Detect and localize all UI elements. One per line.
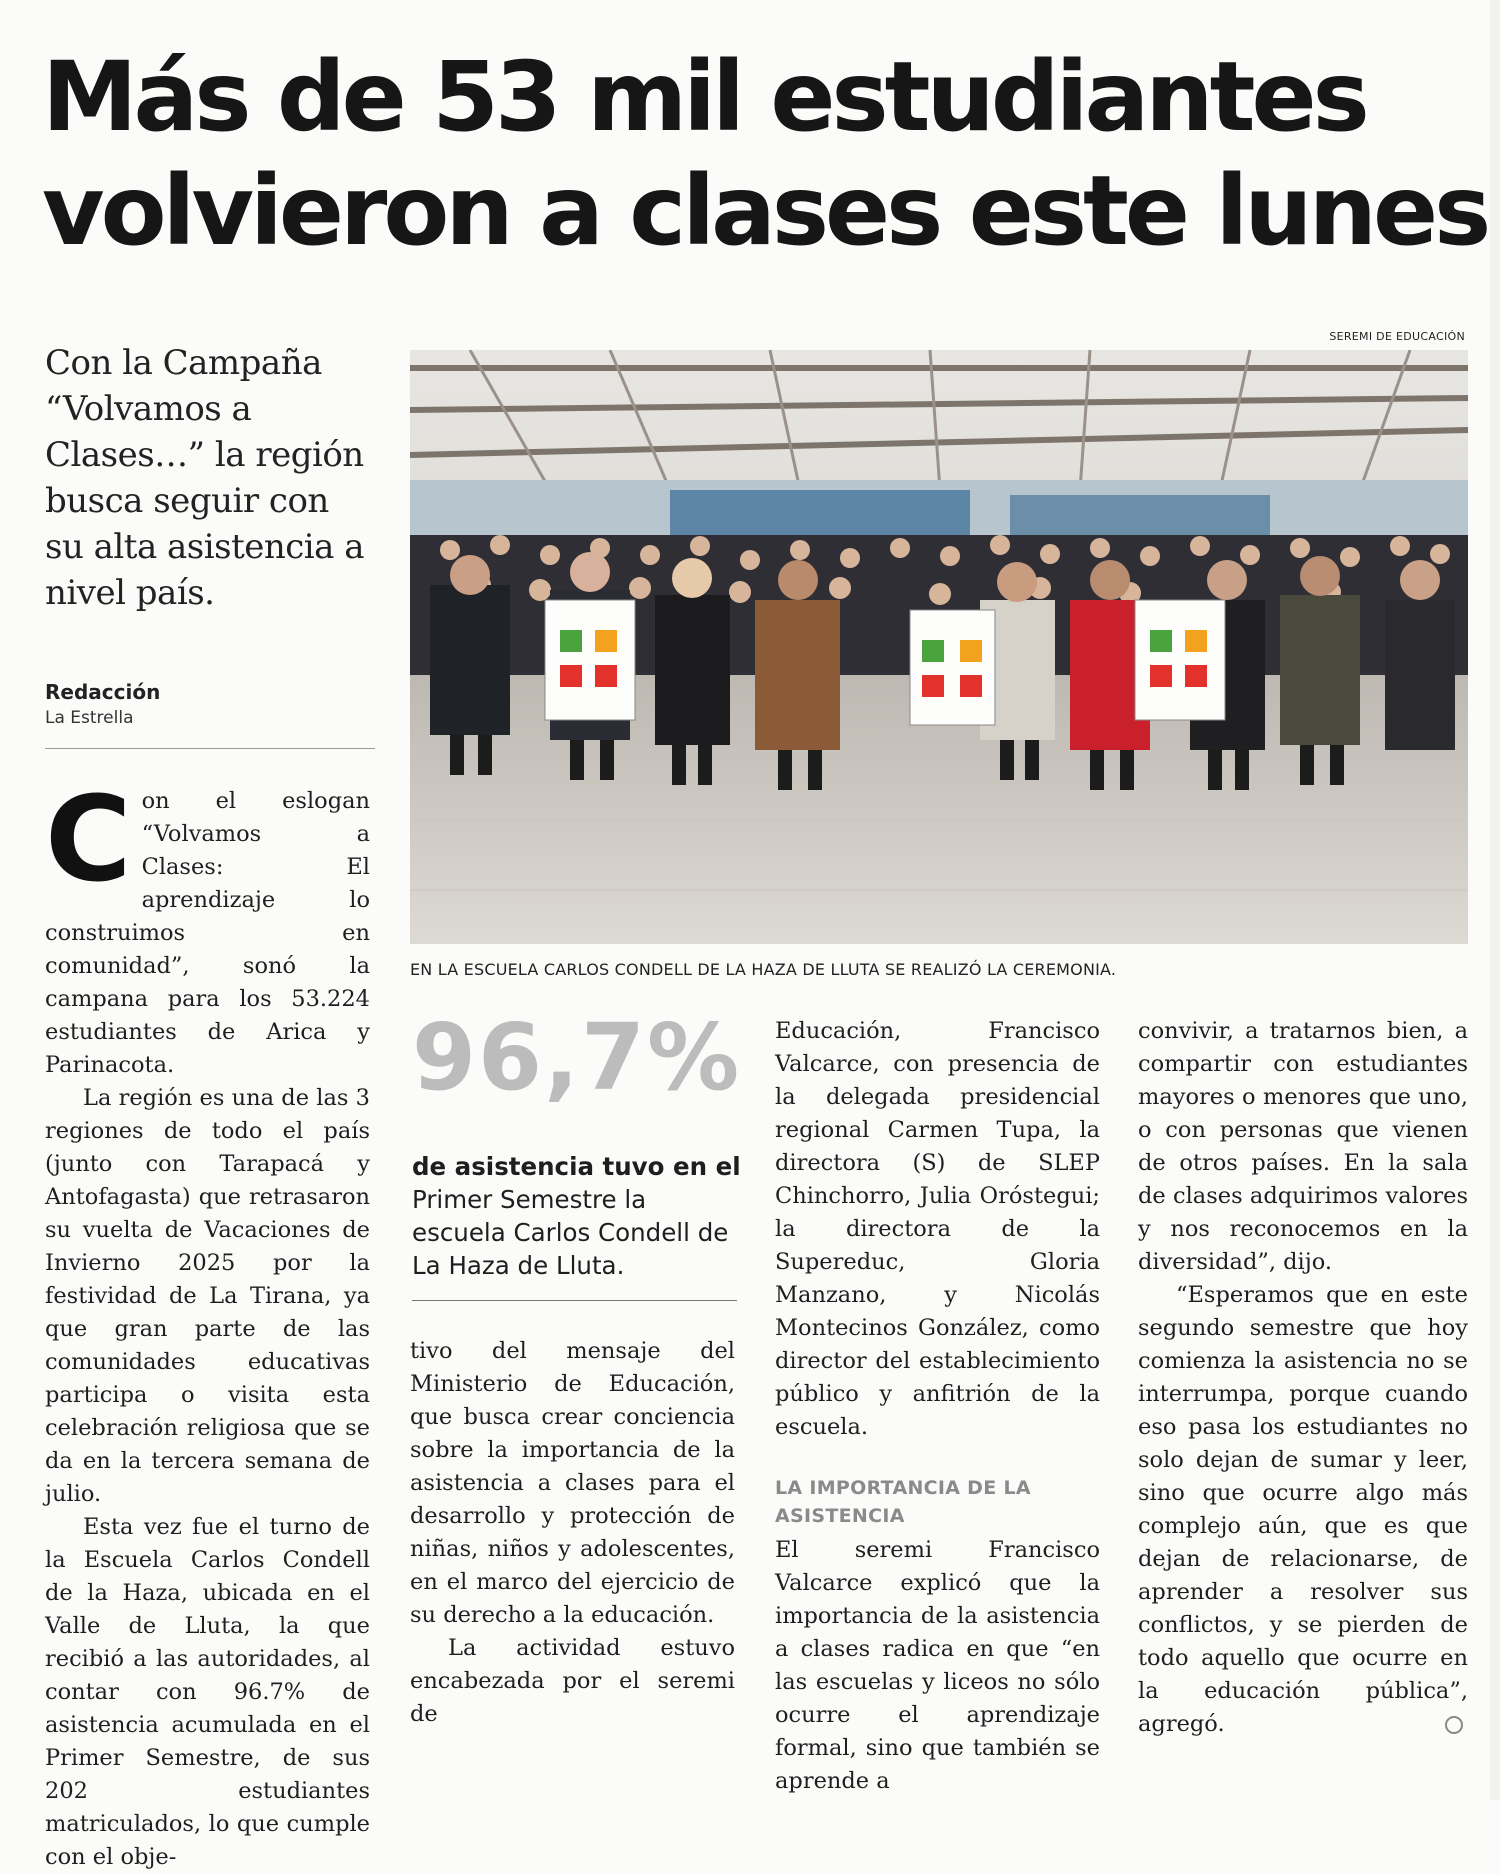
- body-column-1: [45, 770, 370, 1874]
- article-photo: [410, 350, 1468, 944]
- stat-description: [412, 1150, 742, 1282]
- paragraph-9: “Esperamos que en este segundo semestre que hoy comienza la asistencia no se interrumpa, porque cuando eso pasa los estudiantes no solo dejan de sumar y leer, sino que ocurre algo más complejo aún, que es que dejan de relacionarse, de aprender a resolver sus conflictos, y se pierden de todo aquello que ocurre en la educación pública”, agregó.: [1138, 1282, 1468, 1737]
- stat-description-rest: Primer Semestre la escuela Carlos Condell de La Haza de Lluta.: [412, 1185, 729, 1280]
- paragraph-4: tivo del mensaje del Ministerio de Educación, que busca crear conciencia sobre la importancia de la asistencia a clases para el desarrollo y protección de niñas, niños y adolescentes, en el marco del ejercicio de su derecho a la educación.: [410, 1338, 735, 1628]
- byline-author: Redacción: [45, 680, 161, 704]
- page-gutter: [1490, 0, 1500, 1800]
- paragraph-7: El seremi Francisco Valcarce explicó que la importancia de la asistencia a clases radica en que “en las escuelas y liceos no sólo ocurre el aprendizaje formal, sino que también se aprende a: [775, 1537, 1100, 1794]
- paragraph-6: Educación, Francisco Valcarce, con presencia de la delegada presidencial regional Carmen Tupa, la directora (S) de SLEP Chinchorro, Julia Oróstegui; la directora de la Supereduc, Gloria Manzano, y Nicolás Montecinos González, como director del establecimiento público y anfitrión de la escuela.: [775, 1018, 1100, 1440]
- body-column-2: [410, 1335, 735, 1731]
- photo-caption: EN LA ESCUELA CARLOS CONDELL DE LA HAZA DE LLUTA SE REALIZÓ LA CEREMONIA.: [410, 960, 1117, 979]
- body-column-4: [1138, 1015, 1468, 1741]
- headline-line-2: volvieron a clases este lunes: [42, 155, 1488, 267]
- paragraph-8: convivir, a tratarnos bien, a compartir con estudiantes mayores o menores que uno, o con personas que vienen de otros países. En la sala de clases adquirimos valores y nos reconocemos en la diversidad”, dijo.: [1138, 1018, 1468, 1275]
- photo-credit: SEREMI DE EDUCACIÓN: [1329, 330, 1465, 343]
- drop-cap: C: [45, 770, 132, 908]
- headline-line-1: Más de 53 mil estudiantes: [42, 41, 1366, 153]
- headline: [42, 40, 1488, 268]
- paragraph-5: La actividad estuvo encabezada por el seremi de: [410, 1635, 735, 1727]
- paragraph-2: La región es una de las 3 regiones de todo el país (junto con Tarapacá y Antofagasta) que retrasaron su vuelta de Vacaciones de Invierno 2025 por la festividad de La Tirana, ya que gran parte de las comunidades educativas participa o visita esta celebración religiosa que se da en la tercera semana de julio.: [45, 1085, 370, 1507]
- deck: Con la Campaña “Volvamos a Clases…” la región busca seguir con su alta asistencia a nivel país.: [45, 343, 365, 613]
- section-subhead: LA IMPORTANCIA DE LA ASISTENCIA: [775, 1477, 1031, 1527]
- stat-description-lead: de asistencia tuvo en el: [412, 1152, 741, 1181]
- stat-divider: [412, 1300, 737, 1301]
- divider: [45, 748, 375, 749]
- paragraph-3: Esta vez fue el turno de la Escuela Carlos Condell de la Haza, ubicada en el Valle de Lluta, la que recibió a las autoridades, al contar con 96.7% de asistencia acumulada en el Primer Semestre, de sus 202 estudiantes matriculados, lo que cumple con el obje-: [45, 1514, 370, 1870]
- body-column-3: [775, 1015, 1100, 1798]
- photo-illustration: [410, 350, 1468, 944]
- paragraph-1: [45, 770, 370, 1082]
- byline-publication: La Estrella: [45, 708, 134, 728]
- paragraph-1-text: on el eslogan “Volvamos a Clases: El aprendizaje lo construimos en comunidad”, sonó la campana para los 53.224 estudiantes de Arica y Parinacota.: [45, 788, 370, 1078]
- end-mark-icon: [1445, 1716, 1463, 1734]
- byline: [45, 680, 160, 728]
- stat-value: 96,7%: [412, 1004, 742, 1111]
